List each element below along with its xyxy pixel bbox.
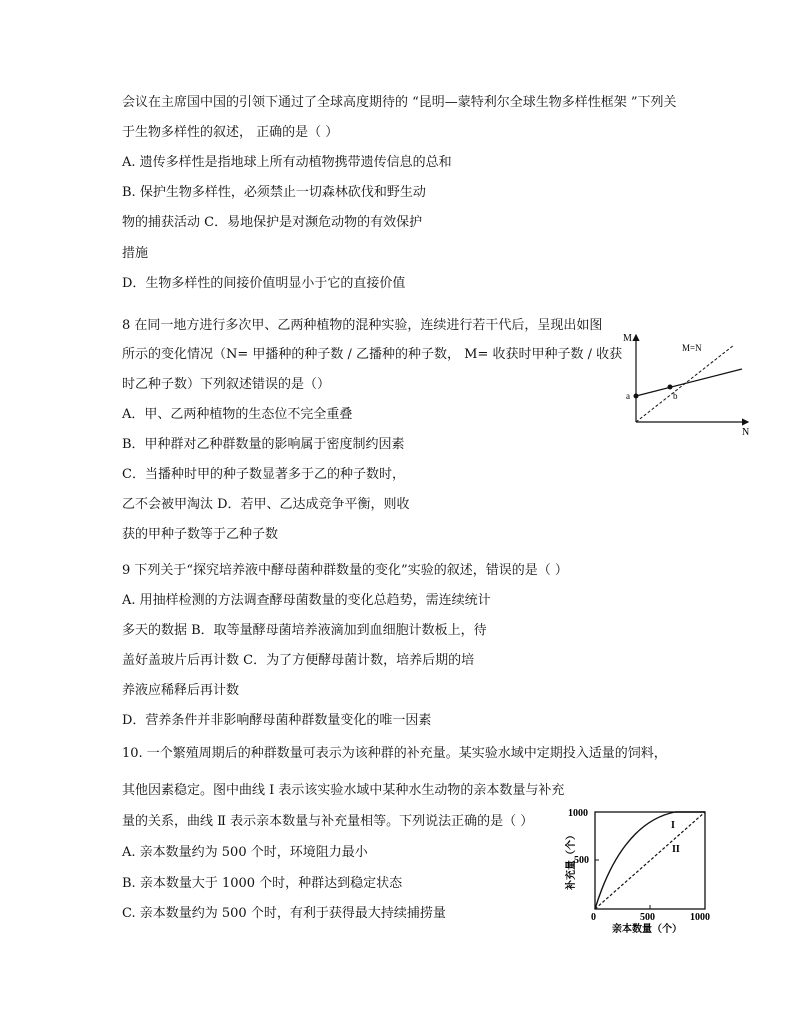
- q7-option-b-cont: 物的捕获活动 C．易地保护是对濒危动物的有效保护: [122, 215, 423, 230]
- q8-option-c-cont: 乙不会被甲淘汰 D．若甲、乙达成竞争平衡，则收: [122, 497, 410, 512]
- q10-option-b: B. 亲本数量大于 1000 个时，种群达到稳定状态: [122, 876, 403, 891]
- q10-line-2: 其他因素稳定。图中曲线 Ⅰ 表示该实验水域中某种水生动物的亲本数量与补充: [122, 783, 565, 798]
- q10-option-a: A. 亲本数量约为 500 个时，环境阻力最小: [122, 845, 368, 860]
- q7-option-c-cont: 措施: [122, 246, 149, 261]
- q7-option-d: D．生物多样性的间接价值明显小于它的直接价值: [122, 276, 406, 291]
- q8-option-a: A．甲、乙两种植物的生态位不完全重叠: [122, 407, 353, 422]
- q8-line-1: 8 在同一地方进行多次甲、乙两种植物的混种实验，连续进行若干代后，呈现出如图: [122, 318, 603, 333]
- q8-option-d-cont: 获的甲种子数等于乙种子数: [122, 527, 279, 542]
- figure2-curve-ii: [595, 812, 705, 909]
- q8-option-b: B．甲种群对乙种群数量的影响属于密度制约因素: [122, 437, 405, 452]
- figure2-x-tick-0: 0: [591, 912, 596, 923]
- recruitment-figure: [560, 800, 735, 935]
- figure2-y-label: 补充量（个）: [566, 830, 577, 890]
- figure1-observed-line: [636, 369, 742, 396]
- q8-option-c: C．当播种时甲的种子数显著多于乙的种子数时，: [122, 467, 405, 482]
- q10-line-3: 量的关系，曲线 Ⅱ 表示亲本数量与补充量相等。下列说法正确的是（ ）: [122, 814, 534, 829]
- q9-line-1: 9 下列关于“探究培养液中酵母菌种群数量的变化”实验的叙述，错误的是（ ）: [122, 563, 568, 578]
- figure1-y-label: M: [623, 333, 632, 344]
- figure1-line-label: M=N: [682, 343, 702, 353]
- q8-line-2: 所示的变化情况（N= 甲播种的种子数 / 乙播种的种子数， M= 收获时甲种子数 / 收获: [122, 347, 623, 362]
- figure2-x-label: 亲本数量（个）: [612, 924, 682, 935]
- q7-line-2: 于生物多样性的叙述， 正确的是（ ）: [122, 125, 339, 140]
- q9-option-d: D．营养条件并非影响酵母菌种群数量变化的唯一因素: [122, 713, 432, 728]
- figure2-y-tick-500-label: 500: [574, 855, 589, 866]
- q9-option-b-cont: 盖好盖玻片后再计数 C．为了方便酵母菌计数，培养后期的培: [122, 653, 475, 668]
- q8-line-3: 时乙种子数）下列叙述错误的是（）: [122, 377, 331, 392]
- figure2-x-tick-1000: 1000: [690, 912, 710, 923]
- q9-option-c-cont: 养液应稀释后再计数: [122, 683, 240, 698]
- q7-option-a: A. 遗传多样性是指地球上所有动植物携带遗传信息的总和: [122, 155, 452, 170]
- figure1-a-label: a: [626, 391, 630, 401]
- figure2-y-tick-1000: 1000: [568, 808, 588, 819]
- figure1-b-label: b: [673, 391, 678, 401]
- q9-option-a: A. 用抽样检测的方法调查酵母菌数量的变化总趋势，需连续统计: [122, 593, 491, 608]
- q9-option-a-cont: 多天的数据 B．取等量酵母菌培养液滴加到血细胞计数板上，待: [122, 623, 487, 638]
- competition-figure: [620, 325, 760, 440]
- figure2-x-tick-500-label: 500: [640, 912, 655, 923]
- figure1-point-a: [634, 394, 639, 399]
- figure2-curve-i-label: I: [671, 820, 675, 831]
- q10-option-c: C. 亲本数量约为 500 个时，有利于获得最大持续捕捞量: [122, 906, 446, 921]
- figure1-point-b: [668, 385, 673, 390]
- figure2-curve-ii-label: II: [672, 844, 680, 855]
- q10-line-1: 10. 一个繁殖周期后的种群数量可表示为该种群的补充量。某实验水域中定期投入适量的饲料，: [122, 746, 667, 761]
- q7-line-1: 会议在主席国中国的引领下通过了全球高度期待的 “昆明—蒙特利尔全球生物多样性框架 ”下列关: [122, 95, 677, 110]
- figure1-x-label: N: [742, 427, 750, 438]
- q7-option-b: B. 保护生物多样性，必须禁止一切森林砍伐和野生动: [122, 185, 426, 200]
